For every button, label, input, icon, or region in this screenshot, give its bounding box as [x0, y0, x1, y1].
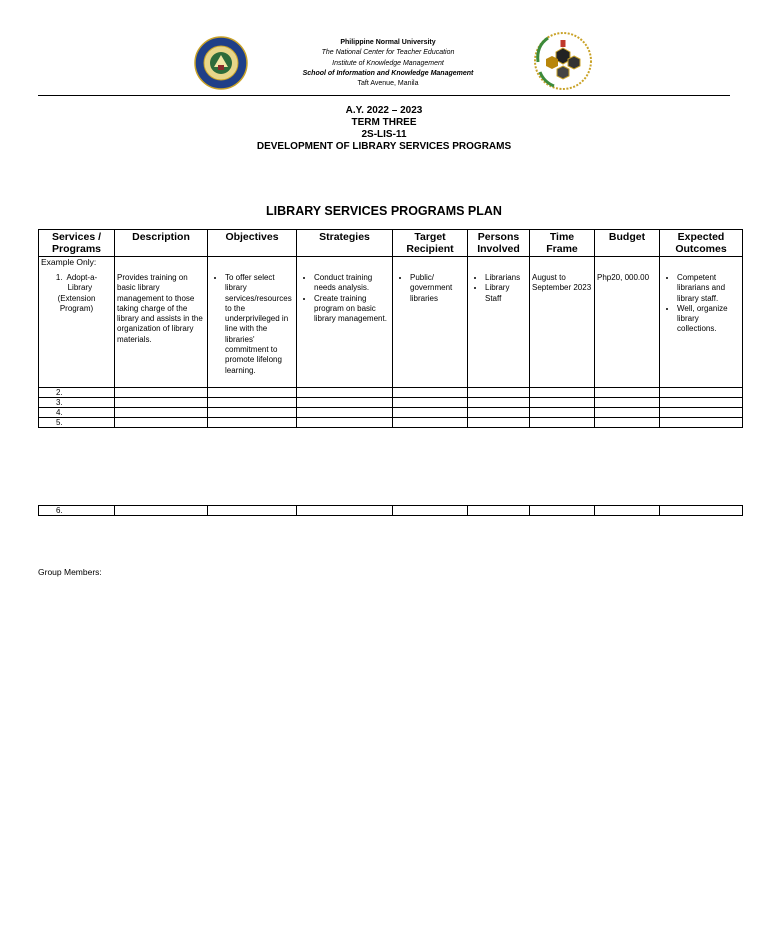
university-tagline: The National Center for Teacher Education [321, 49, 455, 57]
programs-plan-table [38, 229, 743, 428]
header-persons-involved: Persons Involved [468, 230, 530, 257]
row-number: 2. [39, 388, 115, 398]
school-name: School of Information and Knowledge Management [302, 69, 474, 77]
institute-name: Institute of Knowledge Management [332, 59, 444, 67]
example-strategies: • Conduct training needs analysis. • Create training program on basic library management. [297, 270, 393, 388]
row-number: 4. [39, 408, 115, 418]
term: TERM THREE [351, 117, 417, 128]
group-members-label: Group Members: [38, 567, 102, 577]
university-name: Philippine Normal University [340, 39, 436, 46]
table-row [39, 398, 743, 408]
example-label-row [39, 257, 743, 271]
example-row [39, 270, 743, 388]
letterhead-divider [38, 95, 730, 96]
header-budget: Budget [595, 230, 660, 257]
course-title: DEVELOPMENT OF LIBRARY SERVICES PROGRAMS [256, 141, 512, 152]
academic-year: A.Y. 2022 – 2023 [345, 105, 423, 116]
plan-title: LIBRARY SERVICES PROGRAMS PLAN [266, 204, 502, 218]
header-target-recipient: Target Recipient [393, 230, 468, 257]
example-service: 1. Adopt-a- Library (Extension Program) [39, 270, 115, 388]
header-time-frame: Time Frame [530, 230, 595, 257]
table-header-row [39, 230, 743, 257]
header-expected-outcomes: Expected Outcomes [660, 230, 743, 257]
row-number: 6. [39, 506, 115, 516]
example-target-recipient: • Public/ government libraries [393, 270, 468, 388]
example-budget: Php20, 000.00 [595, 270, 660, 388]
example-objectives: • To offer select library services/resources to the underprivileged in line with the libraries' commitment to promote lifelong learning. [208, 270, 297, 388]
sikm-seal-logo [530, 28, 596, 94]
table-row [39, 408, 743, 418]
pnu-seal-logo [194, 36, 248, 90]
document-heading [0, 105, 768, 153]
header-services-programs: Services / Programs [39, 230, 115, 257]
header-strategies: Strategies [297, 230, 393, 257]
course-section: 2S-LIS-11 [361, 129, 407, 140]
example-time-frame: August to September 2023 [530, 270, 595, 388]
university-address: Taft Avenue, Manila [357, 80, 419, 88]
example-persons-involved: • Librarians • Library Staff [468, 270, 530, 388]
row-number: 5. [39, 418, 115, 428]
row-number: 3. [39, 398, 115, 408]
letterhead [270, 38, 506, 89]
header-description: Description [115, 230, 208, 257]
header-objectives: Objectives [208, 230, 297, 257]
programs-plan-table-continued [38, 505, 743, 516]
example-label: Example Only: [39, 257, 115, 271]
example-description: Provides training on basic library management to those taking charge of the library and assists in the organization of library materials. [115, 270, 208, 388]
table-row [39, 506, 743, 516]
table-row [39, 418, 743, 428]
table-row [39, 388, 743, 398]
example-expected-outcomes: • Competent librarians and library staff. • Well, organize library collections. [660, 270, 743, 388]
